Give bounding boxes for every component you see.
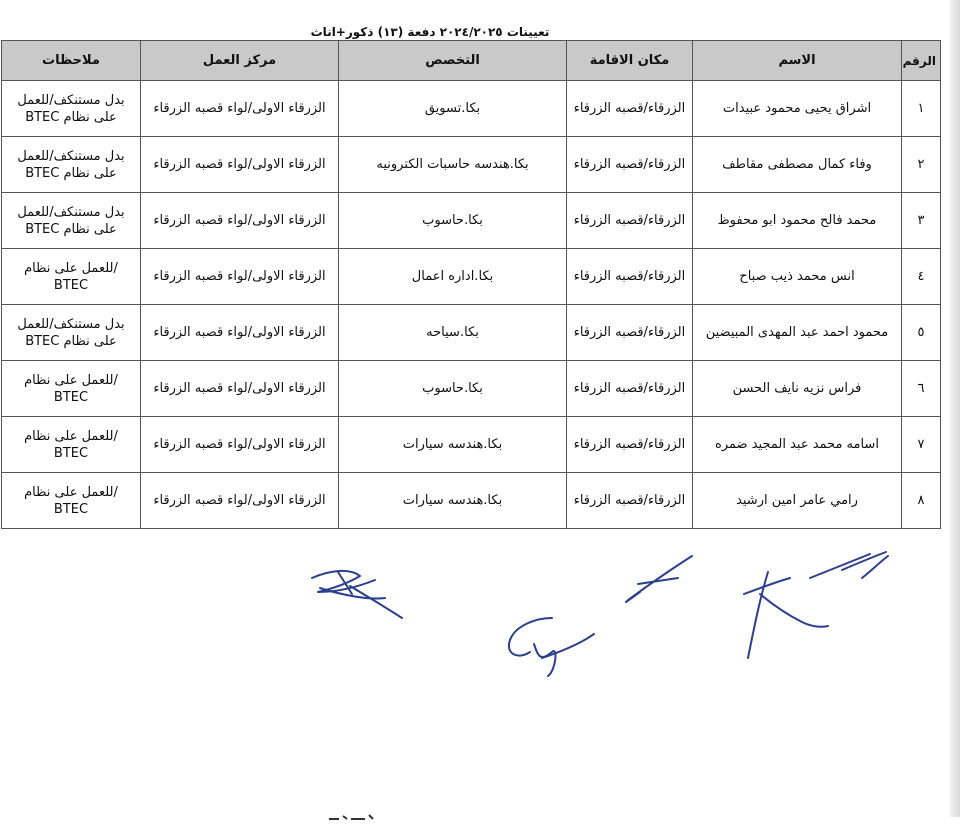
header-number: الرقم: [902, 41, 941, 81]
table-body: [2, 81, 941, 529]
cell-residence: الزرقاء/قصبه الزرقاء: [567, 249, 693, 305]
cell-number: ٣: [902, 193, 941, 249]
table-row: [2, 81, 941, 137]
cell-name: انس محمد ذيب صباح: [693, 249, 902, 305]
cell-number: ٧: [902, 417, 941, 473]
cell-residence: الزرقاء/قصبه الزرقاء: [567, 305, 693, 361]
table-header-row: [2, 41, 941, 81]
cell-name: محمد فالح محمود ابو محفوظ: [693, 193, 902, 249]
cell-number: ٨: [902, 473, 941, 529]
cell-specialty: بكا.حاسوب: [339, 361, 567, 417]
cell-workplace: الزرقاء الاولى/لواء قصبه الزرقاء: [141, 249, 339, 305]
signature-4: [744, 552, 888, 658]
cell-name: وفاء كمال مصطفى مقاطف: [693, 137, 902, 193]
cell-notes: بدل مستنكف/للعمل على نظام BTEC: [2, 193, 141, 249]
cell-number: ١: [902, 81, 941, 137]
signature-1: [312, 571, 402, 618]
cell-workplace: الزرقاء الاولى/لواء قصبه الزرقاء: [141, 417, 339, 473]
cell-residence: الزرقاء/قصبه الزرقاء: [567, 193, 693, 249]
cell-name: اشراق يحيى محمود عبيدات: [693, 81, 902, 137]
cell-residence: الزرقاء/قصبه الزرقاء: [567, 417, 693, 473]
table-row: [2, 249, 941, 305]
cell-name: اسامه محمد عبد المجيد ضمره: [693, 417, 902, 473]
cell-notes: بدل مستنكف/للعمل على نظام BTEC: [2, 81, 141, 137]
cell-name: محمود احمد عبد المهدى المبيضين: [693, 305, 902, 361]
header-workplace: مركز العمل: [141, 41, 339, 81]
table-row: [2, 305, 941, 361]
cell-notes: /للعمل على نظام BTEC: [2, 249, 141, 305]
cell-specialty: بكا.اداره اعمال: [339, 249, 567, 305]
cell-notes: /للعمل على نظام BTEC: [2, 361, 141, 417]
cell-notes: بدل مستنكف/للعمل على نظام BTEC: [2, 137, 141, 193]
cell-residence: الزرقاء/قصبه الزرقاء: [567, 361, 693, 417]
header-specialty: التخصص: [339, 41, 567, 81]
cell-workplace: الزرقاء الاولى/لواء قصبه الزرقاء: [141, 305, 339, 361]
document-title: تعيينات ٢٠٢٤/٢٠٢٥ دفعة (١٣) ذكور+اناث: [310, 25, 550, 39]
cell-notes: بدل مستنكف/للعمل على نظام BTEC: [2, 305, 141, 361]
cell-workplace: الزرقاء الاولى/لواء قصبه الزرقاء: [141, 81, 339, 137]
cell-residence: الزرقاء/قصبه الزرقاء: [567, 81, 693, 137]
table-row: [2, 361, 941, 417]
cell-notes: /للعمل على نظام BTEC: [2, 473, 141, 529]
table-row: [2, 193, 941, 249]
cell-workplace: الزرقاء الاولى/لواء قصبه الزرقاء: [141, 361, 339, 417]
header-notes: ملاحظات: [2, 41, 141, 81]
appointments-table: [1, 40, 941, 529]
signature-2: [509, 618, 594, 676]
table-row: [2, 137, 941, 193]
cell-number: ٤: [902, 249, 941, 305]
cell-name: فراس نزيه نايف الحسن: [693, 361, 902, 417]
cell-workplace: الزرقاء الاولى/لواء قصبه الزرقاء: [141, 473, 339, 529]
header-name: الاسم: [693, 41, 902, 81]
cell-workplace: الزرقاء الاولى/لواء قصبه الزرقاء: [141, 193, 339, 249]
header-residence: مكان الاقامة: [567, 41, 693, 81]
table-row: [2, 417, 941, 473]
signatures-area: [290, 548, 900, 708]
cell-number: ٢: [902, 137, 941, 193]
cell-specialty: بكا.هندسه حاسبات الكترونيه: [339, 137, 567, 193]
cell-residence: الزرقاء/قصبه الزرقاء: [567, 137, 693, 193]
cell-specialty: بكا.هندسه سيارات: [339, 473, 567, 529]
cell-specialty: بكا.سياحه: [339, 305, 567, 361]
cell-notes: /للعمل على نظام BTEC: [2, 417, 141, 473]
cell-residence: الزرقاء/قصبه الزرقاء: [567, 473, 693, 529]
cell-specialty: بكا.حاسوب: [339, 193, 567, 249]
cell-workplace: الزرقاء الاولى/لواء قصبه الزرقاء: [141, 137, 339, 193]
cell-specialty: بكا.تسويق: [339, 81, 567, 137]
signature-3: [626, 556, 692, 602]
page-edge-shadow: [950, 0, 960, 817]
cell-number: ٥: [902, 305, 941, 361]
cell-name: رامي عامر امين ارشيد: [693, 473, 902, 529]
cell-number: ٦: [902, 361, 941, 417]
footer-text-fragment: [325, 806, 385, 817]
table-row: [2, 473, 941, 529]
cell-specialty: بكا.هندسه سيارات: [339, 417, 567, 473]
